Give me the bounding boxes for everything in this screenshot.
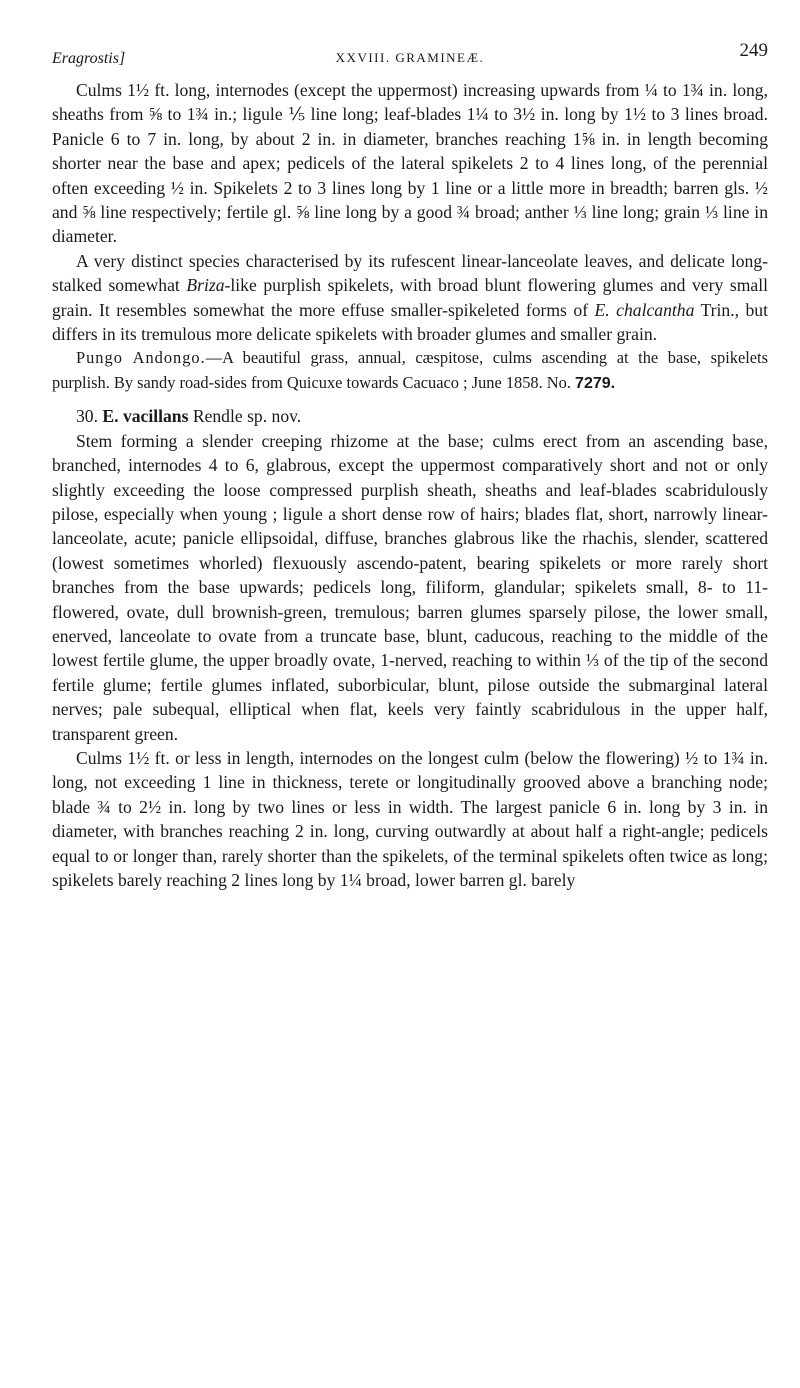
- section-gap: [52, 396, 768, 404]
- entry-30-description: Stem forming a slender creeping rhizome at the base; culms erect from an ascending base, branched, internodes 4 to 6, glabrous, except the uppermost comparatively short and not or only slightly exceeding the loose compressed purplish sheath, sheaths and leaf-blades scabridulously pilose, especially when young ; ligule a short dense row of hairs; blades flat, short, narrowly linear-lanceolate, acute; panicle ellipsoidal, diffuse, branches glabrous like the rhachis, slender, scattered (lowest sometimes whorled) flexuously ascendo-patent, bearing spikelets or more rarely short branches from the base upwards; pedicels long, filiform, glandular; spikelets small, 8- to 11-flowered, ovate, dull brownish-green, tremulous; barren glumes sparsely pilose, the lower small, enerved, lanceolate to ovate from a truncate base, blunt, caducous, reaching to the middle of the lowest fertile glume, the upper broadly ovate, 1-nerved, reaching to within ⅓ of the tip of the second fertile glume; fertile glumes inflated, suborbicular, blunt, pilose outside the submarginal lateral nerves; pale subequal, elliptical when flat, keels very faintly scabridulous in the upper half, transparent green.: [52, 430, 768, 744]
- remarks-text-1: A very distinct species characterised by its rufescent linear-lanceolate leaves, and delicate long-stalked somewhat: [52, 250, 768, 296]
- remarks-genus-briza: Briza: [186, 275, 225, 296]
- entry-29-description: Culms 1½ ft. long, internodes (except the uppermost) increasing upwards from ¼ to 1¾ in. long, sheaths from ⅝ to 1¾ in.; ligule ⅕ line long; leaf-blades 1¼ to 3½ in. long by 1½ to 3 lines broad. Panicle 6 to 7 in. long, by about 2 in. in diameter, branches reaching 1⅝ in. in length becoming shorter near the base and apex; pedicels of the lateral spikelets 2 to 4 lines long, of the perennial often exceeding ½ in. Spikelets 2 to 3 lines long by 1 line or a little more in breadth; barren gls. ½ and ⅝ line respectively; fertile gl. ⅝ line long by a good ¾ broad; anther ⅓ line long; grain ⅓ line in diameter.: [52, 80, 768, 247]
- species-author: Rendle sp. nov.: [192, 406, 302, 427]
- species-number: 30.: [76, 406, 98, 427]
- running-head-chapter: XXVIII. GRAMINEÆ.: [335, 50, 485, 65]
- page-number: 249: [739, 40, 768, 61]
- entry-30-measurements: Culms 1½ ft. or less in length, internodes on the longest culm (below the flowering) ½ to 1¾ in. long, not exceeding 1 line in thickness, terete or longitudinally grooved above a branching node; blade ¾ to 2½ in. long by two lines or less in width. The largest panicle 6 in. long by 3 in. in diameter, with branches reaching 2 in. long, curving outwardly at about half a right-angle; pedicels equal to or longer than, rarely shorter than the spikelets, of the terminal spikelets often twice as long; spikelets barely reaching 2 lines long by 1¼ broad, lower barren gl. barely: [52, 747, 768, 890]
- locality-text: —A beautiful grass, annual, cæspitose, culms ascending at the base, spikelets purplish. By sandy road-sides from Quicuxe towards Cacuaco ; June 1858. No.: [52, 348, 768, 392]
- entry-29-locality: [52, 346, 768, 396]
- locality-name: Pungo Andongo.: [76, 348, 206, 368]
- remarks-species-chalcantha: E. chalcantha: [594, 299, 695, 320]
- remarks-text-3: Trin., but differs in its tremulous more delicate spikelets with broader glumes and smaller grain.: [52, 299, 768, 345]
- remarks-text-2: -like purplish spikelets, with broad blunt flowering glumes and very small grain. It resembles somewhat the more effuse smaller-spikeleted forms of: [52, 275, 768, 320]
- running-head-genus: Eragrostis]: [52, 50, 126, 67]
- book-page: [52, 40, 768, 892]
- species-name: E. vacillans: [102, 406, 189, 427]
- specimen-number: 7279.: [575, 374, 616, 392]
- running-head: [52, 40, 768, 78]
- entry-29-remarks: [52, 249, 768, 347]
- entry-30-heading: [52, 404, 768, 428]
